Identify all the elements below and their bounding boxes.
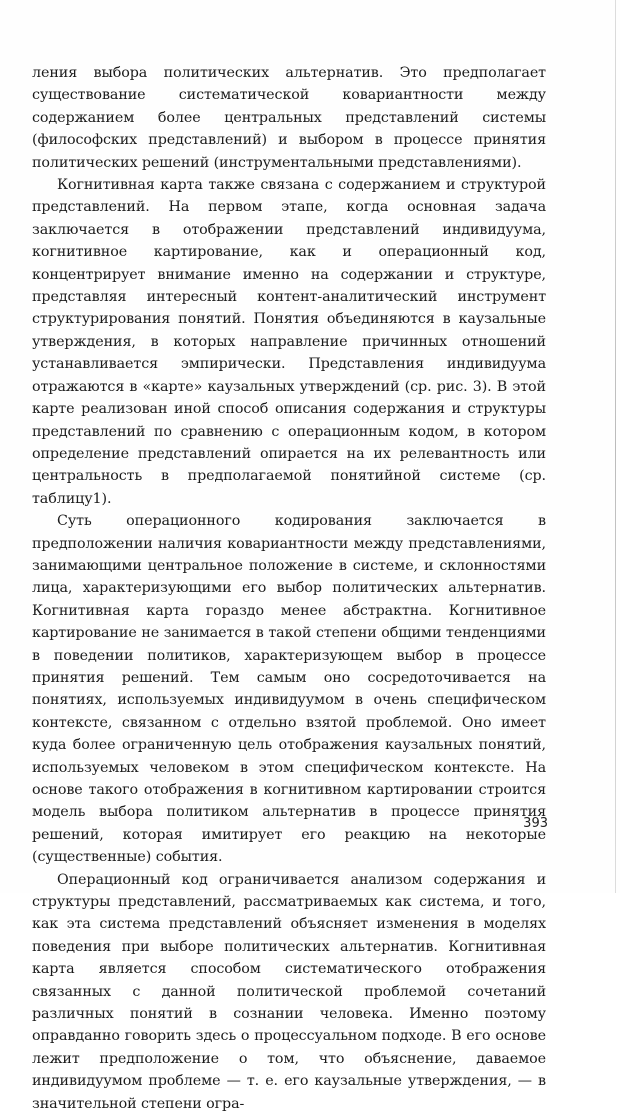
page-number: 393: [523, 816, 548, 831]
paragraph-1: ления выбора политических альтернатив. Это предполагает существование систематической ковариантности между содержанием более центральных представлений системы (философских представлений) и выбором в процессе принятия политических решений (инструментальными представлениями).: [32, 65, 546, 171]
paragraph-3: Суть операционного кодирования заключается в предположении наличия ковариантности между представлениями, занимающими центральное положение в системе, и склонностями лица, характеризующими его выбор политических альтернатив. Когнитивная карта гораздо менее абстрактна. Когнитивное картирование не занимается в такой степени общими тенденциями в поведении политиков, характеризующем выбор в процессе принятия решений. Тем самым оно сосредоточивается на понятиях, используемых индивидуумом в очень специфическом контексте, связанном с отдельно взятой проблемой. Оно имеет куда более ограниченную цель отображения каузальных понятий, используемых человеком в этом специфическом контексте. На основе такого отображения в когнитивном картировании строится модель выбора политиком альтернатив в процессе принятия решений, которая имитирует его реакцию на некоторые (существенные) события.: [32, 513, 546, 866]
paragraph-4: Операционный код ограничивается анализом содержания и структуры представлений, рассматриваемых как система, и того, как эта система представлений объясняет изменения в моделях поведения при выборе политических альтернатив. Когнитивная карта является способом систематического отображения связанных с данной политической проблемой сочетаний различных понятий в сознании человека. Именно поэтому оправданно говорить здесь о процессуальном подходе. В его основе лежит предположение о том, что объяснение, даваемое индивидуумом проблеме — т. е. его каузальные утверждения, — в значительной степени огра-: [32, 871, 546, 1112]
page-edge-shadow: [615, 0, 616, 893]
paragraph-2: Когнитивная карта также связана с содержанием и структурой представлений. На первом этапе, когда основная задача заключается в отображении представлений индивидуума, когнитивное картирование, как и операционный код, концентрирует внимание именно на содержании и структуре, представляя интересный контент-аналитический инструмент структурирования понятий. Понятия объединяются в каузальные утверждения, в которых направление причинных отношений устанавливается эмпирически. Представления индивидуума отражаются в «карте» каузальных утверждений (ср. рис. 3). В этой карте реализован иной способ описания содержания и структуры представлений по сравнению с операционным кодом, в котором определение представлений опирается на их релевантность или центральность в предполагаемой понятийной системе (ср. таблицу1).: [32, 177, 546, 507]
body-text: [32, 62, 546, 1115]
